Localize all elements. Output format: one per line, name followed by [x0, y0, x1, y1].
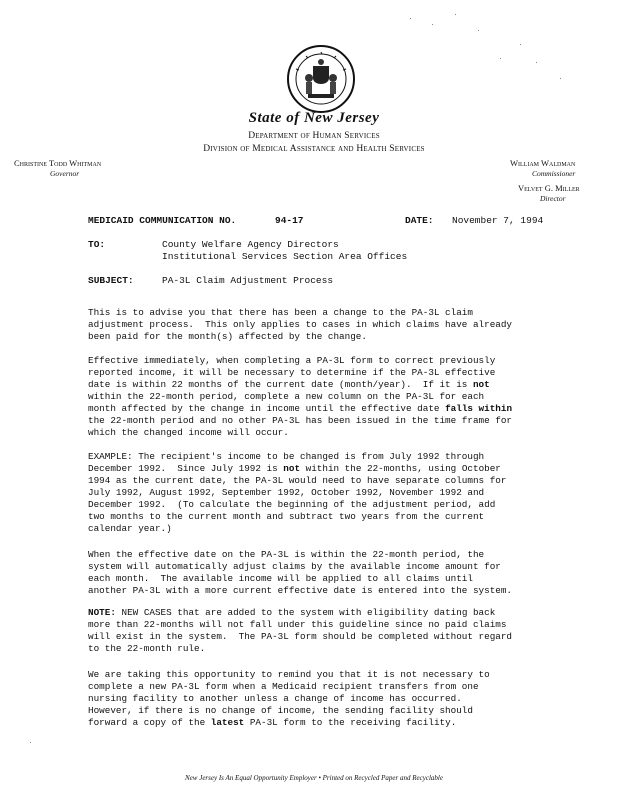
p2-bold-not: not: [472, 379, 490, 390]
p4-line-1: When the effective date on the PA-3L is within the 22-month period, the: [88, 549, 485, 560]
p2-line-5: month affected by the change in income until the effective date falls within: [88, 403, 513, 414]
p4-line-4: another PA-3L with a more current effective date is entered into the system.: [88, 585, 513, 596]
governor-name: Christine Todd Whitman: [14, 158, 102, 168]
p1-line-3: been paid for the month(s) affected by the change.: [88, 331, 367, 342]
p2-line-2: reported income, it will be necessary to determine if the PA-3L effective: [88, 367, 496, 378]
p5-line-2: more than 22-months will not fall under this guideline since no paid claims: [88, 619, 507, 630]
p3-line-1: EXAMPLE: The recipient's income to be changed is from July 1992 through: [88, 451, 485, 462]
p1-line-1: This is to advise you that there has been a change to the PA-3L claim: [88, 307, 473, 318]
p3-line-2: December 1992. Since July 1992 is not within the 22-months, using October: [88, 463, 501, 474]
p3-line-6: two months to the current month and subtract two years from the current: [88, 511, 485, 522]
director-name: Velvet G. Miller: [518, 183, 580, 193]
p2-line-4: within the 22-month period, complete a new column on the PA-3L for each: [88, 391, 485, 402]
to-line-1: County Welfare Agency Directors: [162, 239, 339, 250]
p3-line-7: calendar year.): [88, 523, 172, 534]
p6-line-1: We are taking this opportunity to remind you that it is not necessary to: [88, 669, 490, 680]
state-title: State of New Jersey: [248, 110, 380, 126]
p1-line-2: adjustment process. This only applies to cases in which claims have already: [88, 319, 513, 330]
p5-line-1: NOTE: NEW CASES that are added to the system with eligibility dating back: [88, 607, 496, 618]
commissioner-title: Commissioner: [532, 169, 576, 178]
p4-line-2: system will automatically adjust claims by the available income amount for: [88, 561, 501, 572]
p2-line-7: which the changed income will occur.: [88, 427, 289, 438]
division-name: Division of Medical Assistance and Health Services: [203, 144, 425, 154]
memo-date: November 7, 1994: [452, 215, 544, 226]
subject-text: PA-3L Claim Adjustment Process: [162, 275, 334, 286]
p3-bold-not: not: [283, 463, 301, 474]
to-line-2: Institutional Services Section Area Offices: [162, 251, 408, 262]
communication-number: 94-17: [275, 215, 304, 226]
communication-label: MEDICAID COMMUNICATION NO.: [88, 215, 237, 226]
subject-label: SUBJECT:: [88, 275, 134, 286]
to-label: TO:: [88, 239, 106, 250]
p6-bold-latest: latest: [210, 717, 245, 728]
p3-line-5: December 1992. (To calculate the beginning of the adjustment period, add: [88, 499, 496, 510]
director-title: Director: [540, 194, 566, 203]
p4-line-3: each month. The available income will be applied to all claims until: [88, 573, 473, 584]
p6-line-2: complete a new PA-3L form when a Medicaid recipient transfers from one: [88, 681, 479, 692]
p2-line-3: date is within 22 months of the current date (month/year). If it is not: [88, 379, 490, 390]
p3-line-4: July 1992, August 1992, September 1992, October 1992, November 1992 and: [88, 487, 485, 498]
p6-line-5: forward a copy of the latest PA-3L form to the receiving facility.: [88, 717, 457, 728]
commissioner-name: William Waldman: [510, 158, 576, 168]
p2-bold-falls-within: falls within: [445, 403, 513, 414]
date-label: DATE:: [405, 215, 434, 226]
p2-line-1: Effective immediately, when completing a PA-3L form to correct previously: [88, 355, 496, 366]
p6-line-3: nursing facility to another unless a change of income has occurred.: [88, 693, 462, 704]
governor-title: Governor: [50, 169, 80, 178]
state-seal-icon: [286, 44, 356, 114]
footer-text: New Jersey Is An Equal Opportunity Employer • Printed on Recycled Paper and Recyclable: [185, 774, 443, 782]
p5-line-4: to the 22-month rule.: [88, 643, 206, 654]
p6-line-4: However, if there is no change of income, the sending facility should: [88, 705, 473, 716]
note-label: NOTE:: [88, 607, 116, 618]
department-name: Department of Human Services: [248, 131, 380, 141]
p3-line-3: 1994 as the current date, the PA-3L would need to have separate columns for: [88, 475, 507, 486]
p5-line-3: will exist in the system. The PA-3L form should be completed without regard: [88, 631, 513, 642]
p2-line-6: the 22-month period and no other PA-3L has been issued in the time frame for: [88, 415, 513, 426]
